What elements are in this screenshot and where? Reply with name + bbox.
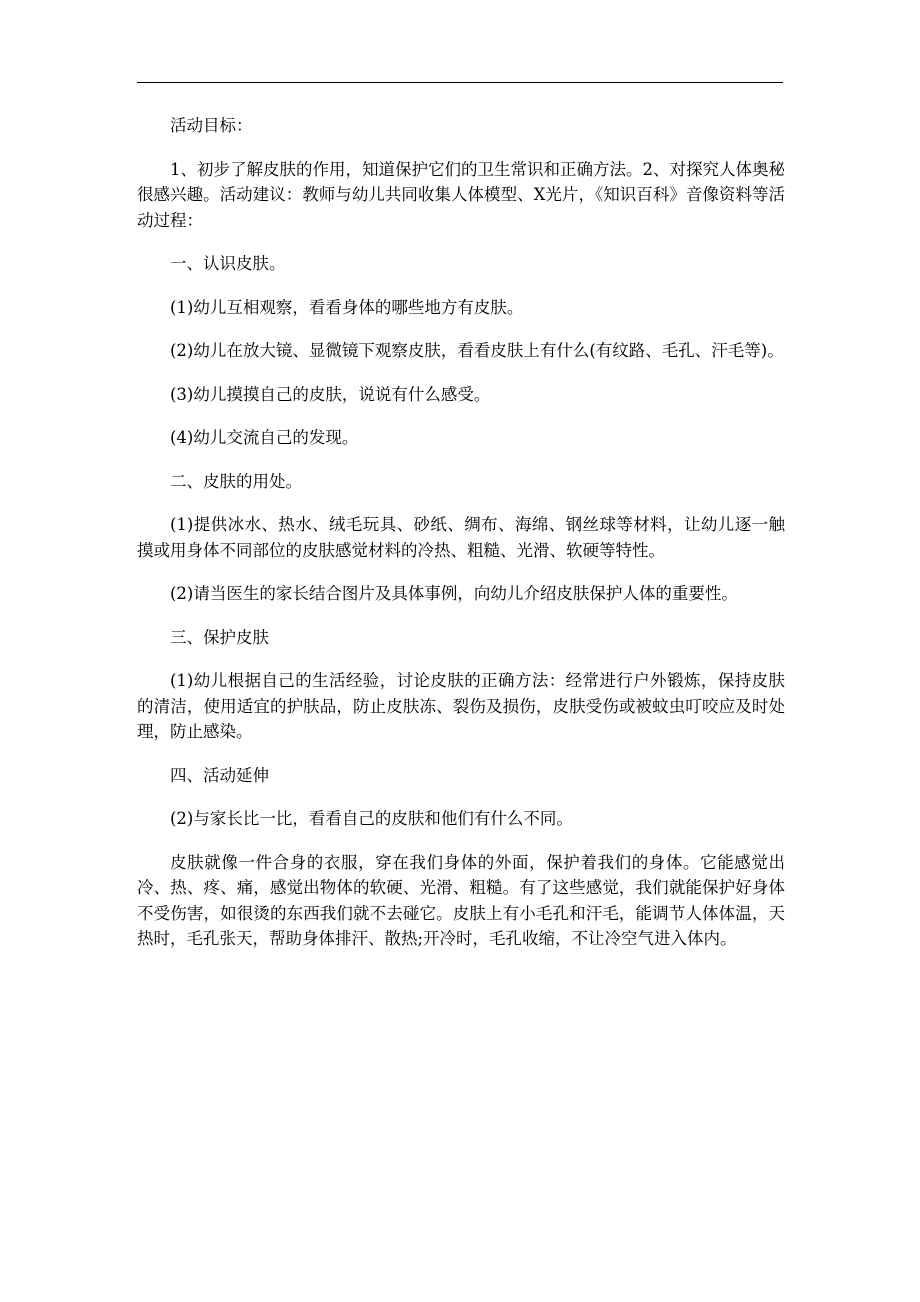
paragraph-goals-heading: 活动目标： xyxy=(170,116,253,135)
paragraph-summary: 皮肤就像一件合身的衣服，穿在我们身体的外面，保护着我们的身体。它能感觉出冷、热、疼、痛，感觉出物体的软硬、光滑、粗糙。有了这些感觉，我们就能保护好身体不受伤害，如很烫的东西我们就不去碰它。皮肤上有小毛孔和汗毛，能调节人体体温，天热时，毛孔张天，帮助身体排汗、散热;开冷时，毛孔收缩，不让冷空气进入体内。 xyxy=(137,852,785,948)
paragraph-step: (2)与家长比一比，看看自己的皮肤和他们有什么不同。 xyxy=(170,809,573,828)
section-heading-extension: 四、活动延伸 xyxy=(170,765,269,785)
paragraph-step: (1)提供冰水、热水、绒毛玩具、砂纸、绸布、海绵、钢丝球等材料，让幼儿逐一触摸或用身体不同部位的皮肤感觉材料的冷热、粗糙、光滑、软硬等特性。 xyxy=(137,515,785,560)
section-heading-recognize-skin: 一、认识皮肤。 xyxy=(170,254,286,273)
paragraph-step: (1)幼儿互相观察，看看身体的哪些地方有皮肤。 xyxy=(170,297,524,317)
paragraph-goals-text: 1、初步了解皮肤的作用，知道保护它们的卫生常识和正确方法。2、对探究人体奥秘很感兴趣。活动建议：教师与幼儿共同收集人体模型、X光片，《知识百科》音像资料等活动过程： xyxy=(137,159,785,230)
paragraph-step: (2)幼儿在放大镜、显微镜下观察皮肤，看看皮肤上有什么(有纹路、毛孔、汗毛等)。 xyxy=(170,341,784,360)
header-rule xyxy=(137,82,783,83)
section-heading-protect-skin: 三、保护皮肤 xyxy=(170,627,269,647)
paragraph-step: (2)请当医生的家长结合图片及具体事例，向幼儿介绍皮肤保护人体的重要性。 xyxy=(170,584,738,603)
document-body xyxy=(137,113,785,970)
paragraph-step: (3)幼儿摸摸自己的皮肤，说说有什么感受。 xyxy=(170,384,491,404)
paragraph-step: (1)幼儿根据自己的生活经验，讨论皮肤的正确方法：经常进行户外锻炼，保持皮肤的清洁，使用适宜的护肤品，防止皮肤冻、裂伤及损伤，皮肤受伤或被蚊虫叮咬应及时处理，防止感染。 xyxy=(137,671,785,741)
section-heading-skin-uses: 二、皮肤的用处。 xyxy=(170,471,302,491)
paragraph-step: (4)幼儿交流自己的发现。 xyxy=(170,428,359,447)
